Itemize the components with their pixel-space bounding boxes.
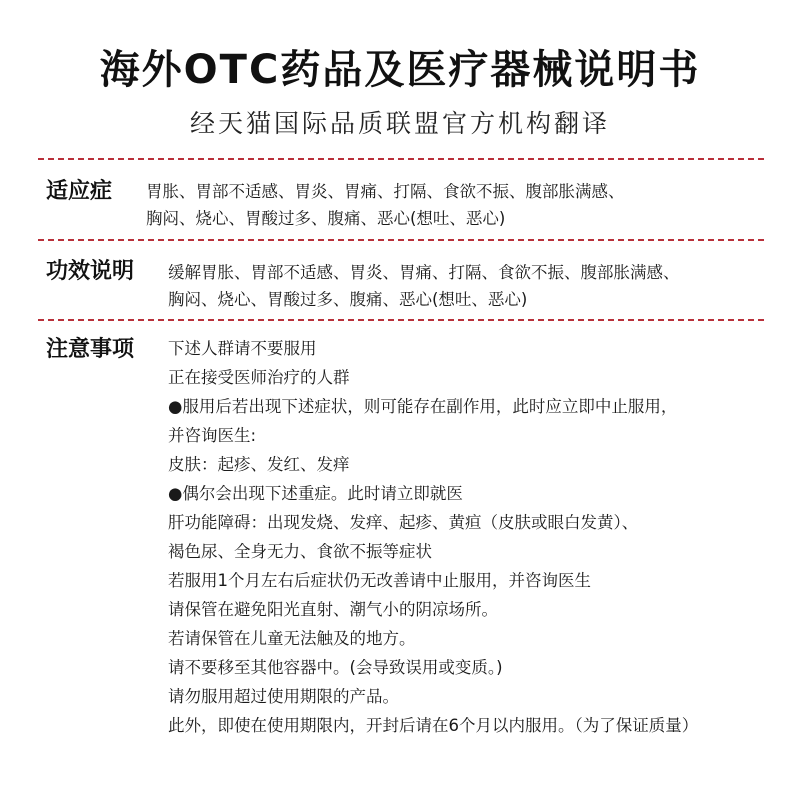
precautions-line: 下述人群请不要服用	[168, 339, 317, 358]
section-label-efficacy: 功效说明	[46, 259, 135, 284]
section-divider	[38, 239, 764, 241]
precautions-line: ●服用后若出现下述症状，则可能存在副作用，此时应立即中止服用，	[168, 397, 678, 416]
precautions-line: ●偶尔会出现下述重症。此时请立即就医	[168, 484, 463, 503]
precautions-line: 请保管在避免阳光直射、潮气小的阴凉场所。	[168, 600, 498, 619]
indications-line: 胸闷、烧心、胃酸过多、腹痛、恶心(想吐、恶心)	[146, 209, 506, 228]
section-label-precautions: 注意事项	[46, 337, 135, 362]
precautions-line: 皮肤：起疹、发红、发痒	[168, 455, 350, 474]
section-label-indications: 适应症	[46, 179, 113, 204]
precautions-line: 请勿服用超过使用期限的产品。	[168, 687, 399, 706]
precautions-line: 若服用1个月左右后症状仍无改善请中止服用，并咨询医生	[168, 571, 591, 590]
precautions-line: 此外，即使在使用期限内，开封后请在6个月以内服用。（为了保证质量）	[168, 716, 699, 735]
precautions-line: 并咨询医生:	[168, 426, 257, 445]
precautions-line: 肝功能障碍：出现发烧、发痒、起疹、黄疸（皮肤或眼白发黄）、	[168, 513, 639, 532]
page-subtitle: 经天猫国际品质联盟官方机构翻译	[189, 109, 610, 138]
precautions-line: 褐色尿、全身无力、食欲不振等症状	[168, 542, 432, 561]
section-divider	[38, 158, 764, 160]
precautions-line: 请不要移至其他容器中。(会导致误用或变质。)	[168, 658, 503, 677]
precautions-line: 若请保管在儿童无法触及的地方。	[168, 629, 416, 648]
efficacy-line: 缓解胃胀、胃部不适感、胃炎、胃痛、打隔、食欲不振、腹部胀满感、	[168, 263, 680, 282]
page-title: 海外OTC药品及医疗器械说明书	[99, 47, 701, 93]
indications-line: 胃胀、胃部不适感、胃炎、胃痛、打隔、食欲不振、腹部胀满感、	[146, 182, 625, 201]
precautions-line: 正在接受医师治疗的人群	[168, 368, 350, 387]
efficacy-line: 胸闷、烧心、胃酸过多、腹痛、恶心(想吐、恶心)	[168, 290, 528, 309]
section-divider	[38, 319, 764, 321]
